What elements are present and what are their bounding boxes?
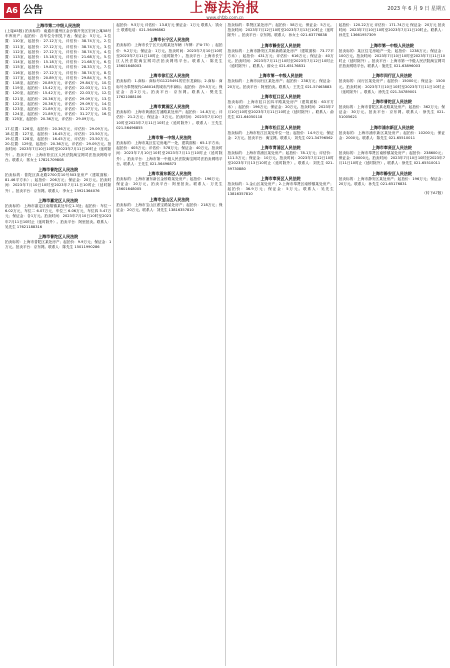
- auction-notice: [116, 73, 222, 100]
- notice-body: 拍卖标的：上海市静安区某处房产；起拍价：196万元；保证金：20万元。联系人：孙先生 021-65176831: [338, 176, 445, 186]
- notice-court-title: 上海市第一中级人民法院: [369, 42, 414, 48]
- auction-notice: [228, 43, 334, 70]
- notice-body: 拍卖标的：上海市浦东新区某处房产；起拍价：10200元；保证金：2000元。联系人：陈先生 021-65510011: [338, 130, 445, 140]
- auction-notice: [116, 197, 222, 213]
- notice-body: 拍卖标的：上海市青浦区某处房产；起拍价：78.1万元；评估价：111.5万元；保证金：10万元。拍卖时间：2023年7月12日10时至2023年7月13日10时止（延时除外）。联系人：刘先生 021-59730880: [227, 151, 334, 171]
- auction-notice: [339, 43, 445, 70]
- notice-body: 拍卖标的：上海市虹口区四平路某处房产（建筑面积：63平方米）；起拍价：196万元；保证金：20万元。拍卖时间：2023年7月10日10时至2023年7月11日10时止（延时除外）。联系人：俞先生 021-64050118: [227, 99, 334, 120]
- notice-court-title: 上海市普陀区人民法院: [371, 99, 412, 105]
- auction-notice: [228, 176, 334, 198]
- auction-notice: [5, 198, 111, 230]
- notice-court-title: 上海市普陀区人民法院: [38, 233, 79, 239]
- column-4: [337, 23, 447, 666]
- notice-court-title: 上海市黄浦区人民法院: [149, 104, 190, 110]
- notice-body: 拍卖标的：上海市普陀区真北路某处房产；起拍价：362万元；保证金：30万元。拍卖平台：京东网。联系人：徐先生 021-51005621: [338, 105, 445, 120]
- issue-date: 2023 年 6 月 9 日 星期五: [387, 6, 446, 12]
- notice-body: 拍卖标的：上海市静安区共和新路某处房产（建筑面积：73.77平方米）；起拍价：431万元；评估价：616万元；保证金：40万元。拍卖时间：2023年7月11日10时至2023年7月12日10时止（延时除外）。联系人：薛女士 021-65176831: [227, 48, 334, 69]
- notice-court-title: 上海市奉贤区人民法院: [371, 145, 412, 151]
- notice-court-title: 上海市闵行区人民法院: [371, 73, 412, 79]
- auction-notice: [116, 171, 222, 193]
- notice-court-title: 上海市第二中级人民法院: [36, 23, 81, 28]
- auction-notice: [339, 125, 445, 141]
- page-header: [0, 0, 450, 20]
- notice-body: 拍卖标的：闵行区某处房产；起拍价：15000元；保证金：1500元。拍卖时间：2023年7月10日10时至2023年7月11日10时止（延时除外）。联系人：徐先生 021-34789001: [338, 79, 445, 94]
- notice-body: 拍卖标的：1.金山区某处房产；2.上海市奉贤区南桥镇某处房产；起拍价：36.9万元；保证金：5万元。联系人：吴先生 13816357810: [227, 181, 334, 197]
- notice-court-title: 上海市松江区人民法院: [260, 124, 301, 130]
- notice-body: 拍卖标的：上海市嘉定区南翔镇某处车位1.3处；起拍价：车位一 6.02万元，车位二 6.07万元，车位三 6.06万元，车位四 5.47万元；保证金：各1万元。拍卖时间：2023年7月10日10时至2023年7月11日10时止（延时除外）。拍卖平台：阿里拍卖。联系人：吴先生 17621188316: [5, 203, 112, 229]
- section-title: 公告: [23, 5, 43, 16]
- notice-body: 拍卖标的：某区住宅房地产一处；起拍价：1238万元；保证金：100万元。拍卖时间：2023年7月10日10时至2023年7月11日10时止（延时除外）。拍卖平台：上海市第一中级人民法院淘宝网司法拍卖网络平台。联系人：施先生 021-63896003: [338, 48, 445, 69]
- notice-body: 拍卖标的：上海市宝山区淞宝路某处房产；起拍价：218万元；保证金：20万元。联系人：刘先生 13816357810: [116, 202, 223, 212]
- continued-note: （转下A7版）: [422, 191, 445, 196]
- auction-notice: [339, 171, 445, 187]
- auction-notice: [116, 37, 222, 69]
- notice-court-title: 上海市第一中级人民法院: [258, 73, 303, 79]
- auction-notice: [339, 99, 445, 121]
- auction-notice: [339, 23, 445, 39]
- notice-body: 拍卖标的：普陀区真北路2700弄10号503室房产（建筑面积：81.46平方米）；起拍价：206万元；保证金：20万元。拍卖时间：2023年7月10日10时至2023年7月11日10时止（延时除外）。拍卖平台：京东网。联系人：李女士 15921364076: [5, 173, 112, 193]
- page-number-badge: A6: [4, 3, 20, 18]
- auction-notice: [5, 167, 111, 194]
- auction-notice: [228, 94, 334, 121]
- auction-notice: [339, 145, 445, 167]
- auction-notice: [116, 23, 222, 33]
- auction-notice: [228, 73, 334, 89]
- notice-body: 拍卖标的：奉贤区某处房产；起拍价：58万元；保证金：5万元。拍卖时间：2023年7月12日10时至2023年7月13日10时止（延时除外）。拍卖平台：京东网。联系人：孙女士 021-63776838: [227, 23, 334, 38]
- notice-body: 拍卖标的：上海市浦东新区金桥路某处房产；起拍价：196万元；保证金：20万元。拍卖平台：阿里拍卖。联系人：万先生 15601648005: [116, 177, 223, 192]
- notice-body: 拍卖标的：上海市松江区某处车位一处；起拍价：14.9万元；保证金：2万元。拍卖平台：淘宝网。联系人：刘先生 021-34796562: [227, 130, 334, 140]
- notice-court-title: 上海市静安区人民法院: [371, 170, 412, 176]
- auction-notice: [5, 234, 111, 250]
- auction-notice: [5, 23, 111, 123]
- auction-notice: [5, 127, 111, 163]
- auction-notice: [228, 125, 334, 141]
- column-2: [114, 23, 225, 666]
- auction-notice: [116, 135, 222, 167]
- notice-body: 起拍价：9.5万元 评估价：13.8万元 保证金：1万元 联系人：钱女士 联系电话：021-56496862: [116, 23, 223, 33]
- notice-court-title: 上海市浦东新区人民法院: [369, 124, 414, 130]
- notice-body: 拍卖标的：上海市闵行区某处房产；起拍价：238万元；保证金：20万元。拍卖平台：阿里拍卖。联系人：王先生 021-57463883: [227, 79, 334, 89]
- notice-court-title: 上海市宝山区人民法院: [149, 196, 190, 202]
- notice-court-title: 上海市长宁区人民法院: [149, 37, 190, 43]
- notice-columns: [3, 23, 447, 666]
- newspaper-website: www.shfzb.com.cn: [206, 15, 244, 20]
- auction-notice: [116, 104, 222, 131]
- notice-body: 拍卖标的：上海市奉贤区南桥镇某处房产；起拍价：238600元；保证金：20000元。拍卖时间：2023年7月10日10时至2023年7月11日10时止（延时除外）。联系人：徐先生 021-65510011: [338, 151, 445, 166]
- notice-body: 拍卖标的：1.商标：商标号G1225491的宏东龙商标；2.商标：商标号为奉贤现代CA6014的城市汽车商标；起拍价：各9.5万元；保证金：各2万元。拍卖平台：京东网。联系人：樊先生 17621088106: [116, 79, 223, 100]
- notice-body: 拍卖标的：上海市普陀区某处房产；起拍价：9.9万元；保证金：1万元。拍卖平台：京东网。联系人：陈先生 15011990286: [5, 239, 112, 250]
- notice-body: 拍卖标的：上海市黄浦区打浦路某处房产；起拍价：14.8万元；评估价：21.2万元；保证金：3万元。拍卖时间：2023年7月10日10时至2023年7月11日10时止（延时除外）。联系人：王先生 021-56496855: [116, 110, 223, 130]
- notice-court-title: 上海市静安区人民法院: [260, 42, 301, 48]
- notice-court-title: 上海市浦东新区人民法院: [147, 171, 192, 177]
- notice-court-title: 上海市普陀区人民法院: [38, 167, 79, 173]
- auction-notice: [228, 145, 334, 172]
- auction-notice: [228, 23, 334, 39]
- column-1: [3, 23, 114, 666]
- notice-body: 拍卖标的：上海市某区住宅房地产一处，建筑面积：65.1平方米；起拍价：405万元；评估价：578万元；保证金：40万元。拍卖时间：2023年7月10日10时至2023年7月11日10时止（延时除外）。拍卖平台：上海市第一中级人民法院淘宝网司法拍卖网络平台。联系人：王先生 021-56496873: [116, 141, 223, 166]
- notice-court-title: 上海市青浦区人民法院: [260, 145, 301, 151]
- newspaper-masthead: 上海法治报: [189, 1, 260, 16]
- notice-body: (上接A5版) 拍卖标的：南通市通州区金沙镇开发区宏河公寓58号车库房产；起拍价：各车位分别见下表；保证金：5万元。1.位置：110室，起拍价：27.12万元，评估价：38.74万元。2.位置：111室，起拍价：27.12万元，评估价：38.74万元。3.位置：112室，起拍价：27.12万元，评估价：38.74万元。4.位置：113室，起拍价：15.18万元，评估价：21.68万元。5.位置：114室，起拍价：15.18万元，评估价：21.68万元。6.位置：115室，起拍价：19.83万元，评估价：28.33万元。7.位置：116室，起拍价：27.12万元，评估价：38.74万元。8.位置：117室，起拍价：20.89万元，评估价：29.84万元。9.位置：118室，起拍价：20.89万元，评估价：29.84万元。10.位置：119室，起拍价：15.42万元，评估价：22.03万元。11.位置：120室，起拍价：15.42万元，评估价：22.03万元。12.位置：121室，起拍价：20.36万元，评估价：29.09万元。13.位置：122室，起拍价：20.36万元，评估价：29.09万元。14.位置：123室，起拍价：21.89万元，评估价：31.27万元。15.位置：124室，起拍价：21.89万元，评估价：31.27万元。16.位置：125室，起拍价：20.36万元，评估价：29.09万元。: [5, 29, 112, 122]
- column-3: [226, 23, 337, 666]
- notice-court-title: 上海市虹口区人民法院: [260, 93, 301, 99]
- notice-body: 起拍价：120.22万元 评估价：171.74万元 保证金：20万元 拍卖时间：2023年7月10日10时至2023年7月11日10时止。联系人：孙先生 13661957309: [338, 23, 445, 38]
- notice-court-title: 上海市嘉定区人民法院: [38, 197, 79, 203]
- notice-court-title: 上海市徐汇区人民法院: [149, 73, 190, 79]
- auction-notice: [339, 73, 445, 95]
- notice-court-title: 上海市奉贤区人民法院: [260, 175, 301, 181]
- notice-body: 17.位置：126室，起拍价：20.36万元，评估价：29.09万元。18.位置：127室，起拍价：16.45万元，评估价：23.50万元。19.位置：128室，起拍价：16.45万元，评估价：23.50万元。20.位置：129室，起拍价：20.36万元，评估价：29.09万元。拍卖时间：2023年7月10日10时至2023年7月11日10时止（延时除外）。拍卖平台：上海市松江区人民法院淘宝网司法拍卖网络平台。联系人：郭女士 17821709808: [5, 126, 112, 162]
- notice-court-title: 上海市第一中级人民法院: [147, 135, 192, 141]
- notice-body: 拍卖标的：上海市长宁区天山路某处车辆（车牌：沪A·75）；起拍价：9.2万元；保证金：1万元。拍卖时间：2023年7月10日10时至2023年7月11日10时止（延时除外）。拍卖平台：上海市长宁区人民法院淘宝网司法拍卖网络平台。联系人：陈先生 15601648003: [116, 43, 223, 69]
